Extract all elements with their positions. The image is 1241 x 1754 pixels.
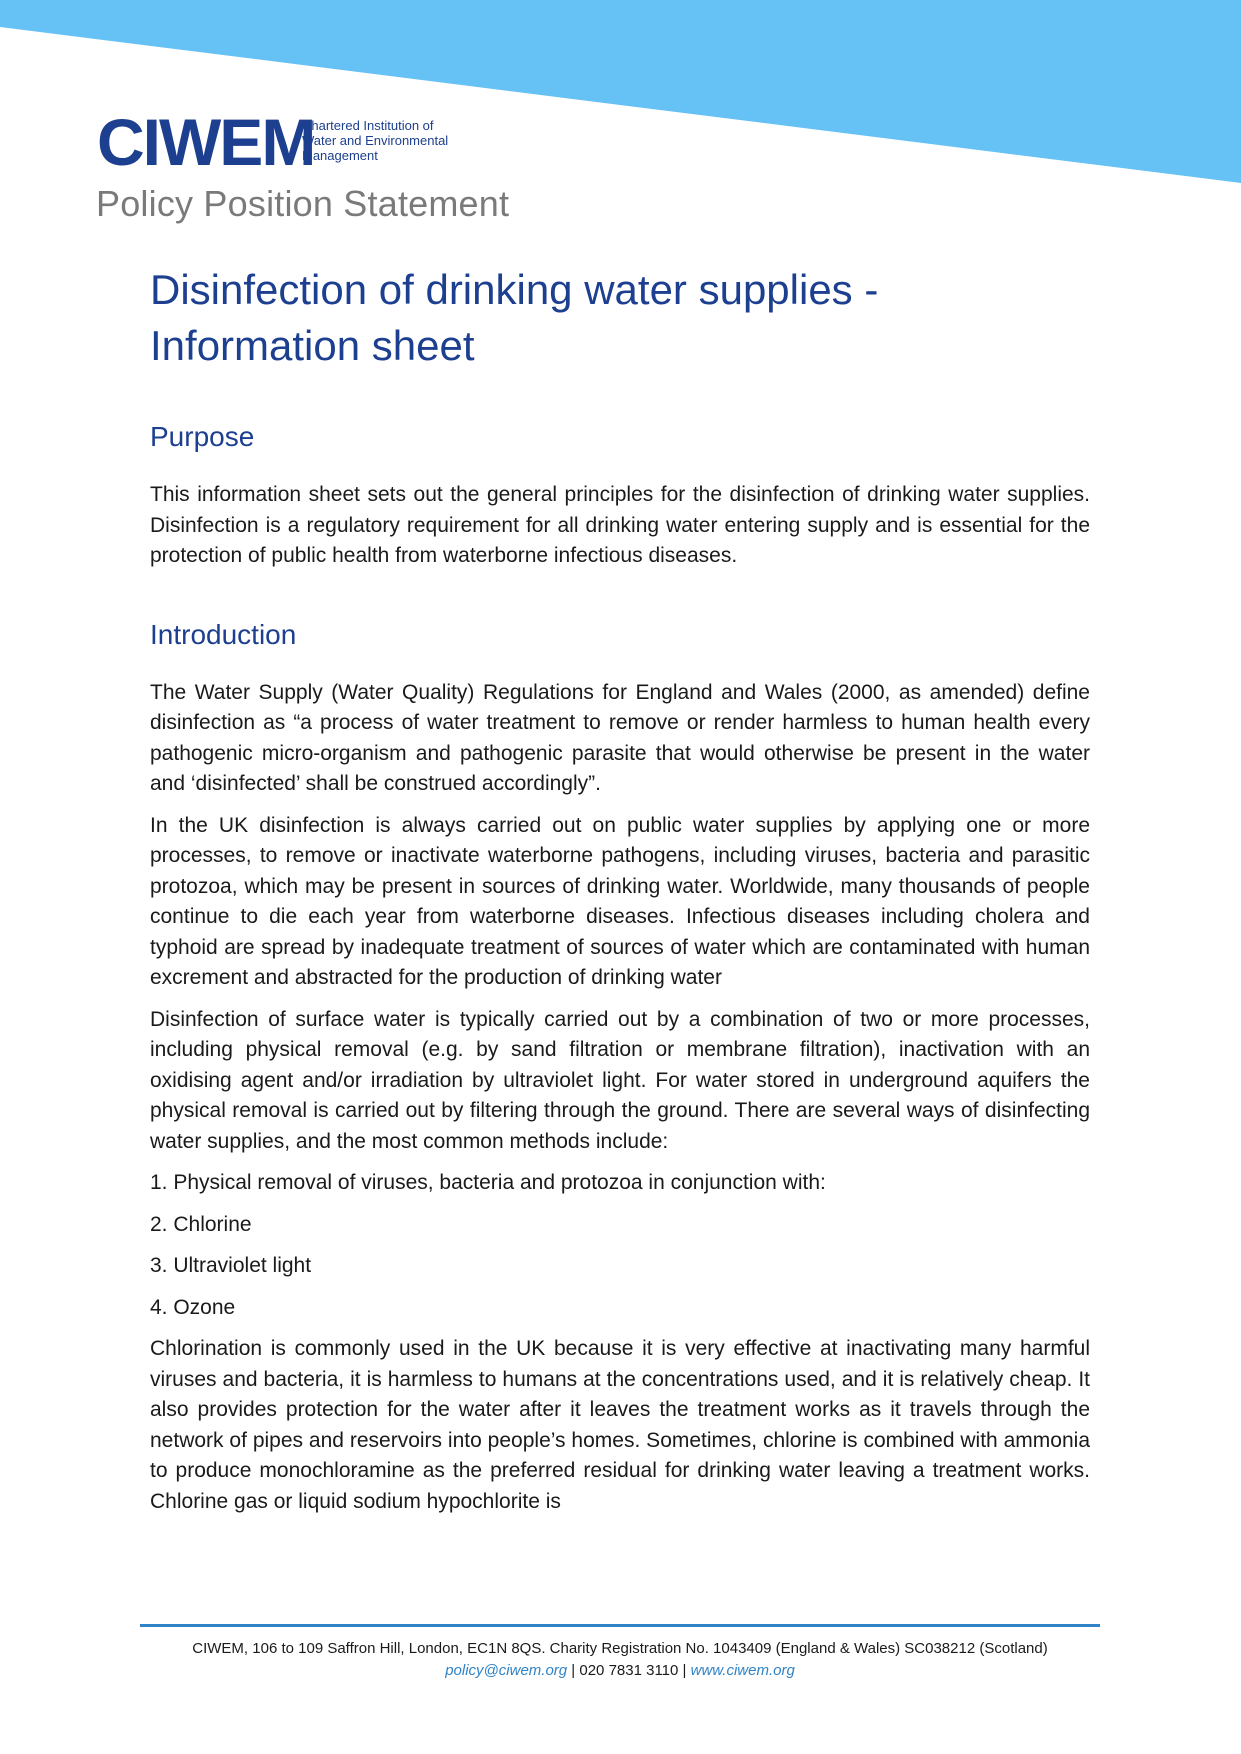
logo-tagline-line-2: Water and Environmental <box>302 133 449 148</box>
section-heading-purpose: Purpose <box>150 421 255 452</box>
phone-number: 020 7831 3110 <box>579 1662 679 1679</box>
footer-separator: | <box>567 1662 580 1679</box>
logo-tagline-line-3: Management <box>302 148 378 163</box>
paragraph: Chlorination is commonly used in the UK because it is very effective at inactivating many harmful viruses and bacteria, it is harmless to humans at the concentrations used, and it is relatively cheap. It also provides protection for the water after it leaves the treatment works as it travels through the network of pipes and reservoirs into people’s homes. Sometimes, chlorine is combined with ammonia to produce monochloramine as the preferred residual for drinking water leaving a treatment works. Chlorine gas or liquid sodium hypochlorite is <box>150 1337 1090 1513</box>
website-link[interactable]: www.ciwem.org <box>690 1662 795 1679</box>
paragraph: Disinfection of surface water is typically carried out by a combination of two or more processes, including physical removal (e.g. by sand filtration or membrane filtration), inactivation with an oxidising agent and/or irradiation by ultraviolet light. For water stored in underground aquifers the physical removal is carried out by filtering through the ground. There are several ways of disinfecting water supplies, and the most common methods include: <box>150 1007 1090 1153</box>
footer-divider <box>140 1624 1100 1627</box>
document-title: Disinfection of drinking water supplies - Information sheet <box>150 266 879 369</box>
paragraph: This information sheet sets out the general principles for the disinfection of drinking water supplies. Disinfection is a regulatory requirement for all drinking water entering supply and is essential for the protection of public health from waterborne infectious diseases. <box>150 483 1090 567</box>
list-item: 4. Ozone <box>150 1295 236 1319</box>
paragraph: In the UK disinfection is always carried out on public water supplies by applying one or more processes, to remove or inactivate waterborne pathogens, including viruses, bacteria and parasitic protozoa, which may be present in sources of drinking water. Worldwide, many thousands of people continue to die each year from waterborne diseases. Infectious diseases including cholera and typhoid are spread by inadequate treatment of sources of water which are contaminated with human excrement and abstracted for the production of drinking water <box>150 813 1090 989</box>
document-body <box>150 262 1090 1528</box>
logo-wordmark: CIWEM <box>97 105 315 179</box>
document-type-label: Policy Position Statement <box>96 183 510 224</box>
footer-contact <box>140 1660 1100 1682</box>
logo-tagline <box>302 118 562 163</box>
logo-tagline-line-1: Chartered Institution of <box>302 118 434 133</box>
methods-list <box>150 1168 1090 1323</box>
footer-separator: | <box>678 1662 691 1679</box>
list-item: 2. Chlorine <box>150 1212 252 1236</box>
section-heading-introduction: Introduction <box>150 618 297 650</box>
footer <box>140 1638 1100 1682</box>
paragraph: The Water Supply (Water Quality) Regulations for England and Wales (2000, as amended) define disinfection as “a process of water treatment to remove or render harmless to human health every pathogenic micro-organism and pathogenic parasite that would otherwise be present in the water and ‘disinfected’ shall be construed accordingly”. <box>150 680 1090 795</box>
list-item: 1. Physical removal of viruses, bacteria and protozoa in conjunction with: <box>150 1171 826 1194</box>
list-item: 3. Ultraviolet light <box>150 1254 312 1277</box>
email-link[interactable]: policy@ciwem.org <box>445 1662 568 1679</box>
footer-address: CIWEM, 106 to 109 Saffron Hill, London, EC1N 8QS. Charity Registration No. 1043409 (England & Wales) SC038212 (Scotland) <box>192 1640 1048 1657</box>
